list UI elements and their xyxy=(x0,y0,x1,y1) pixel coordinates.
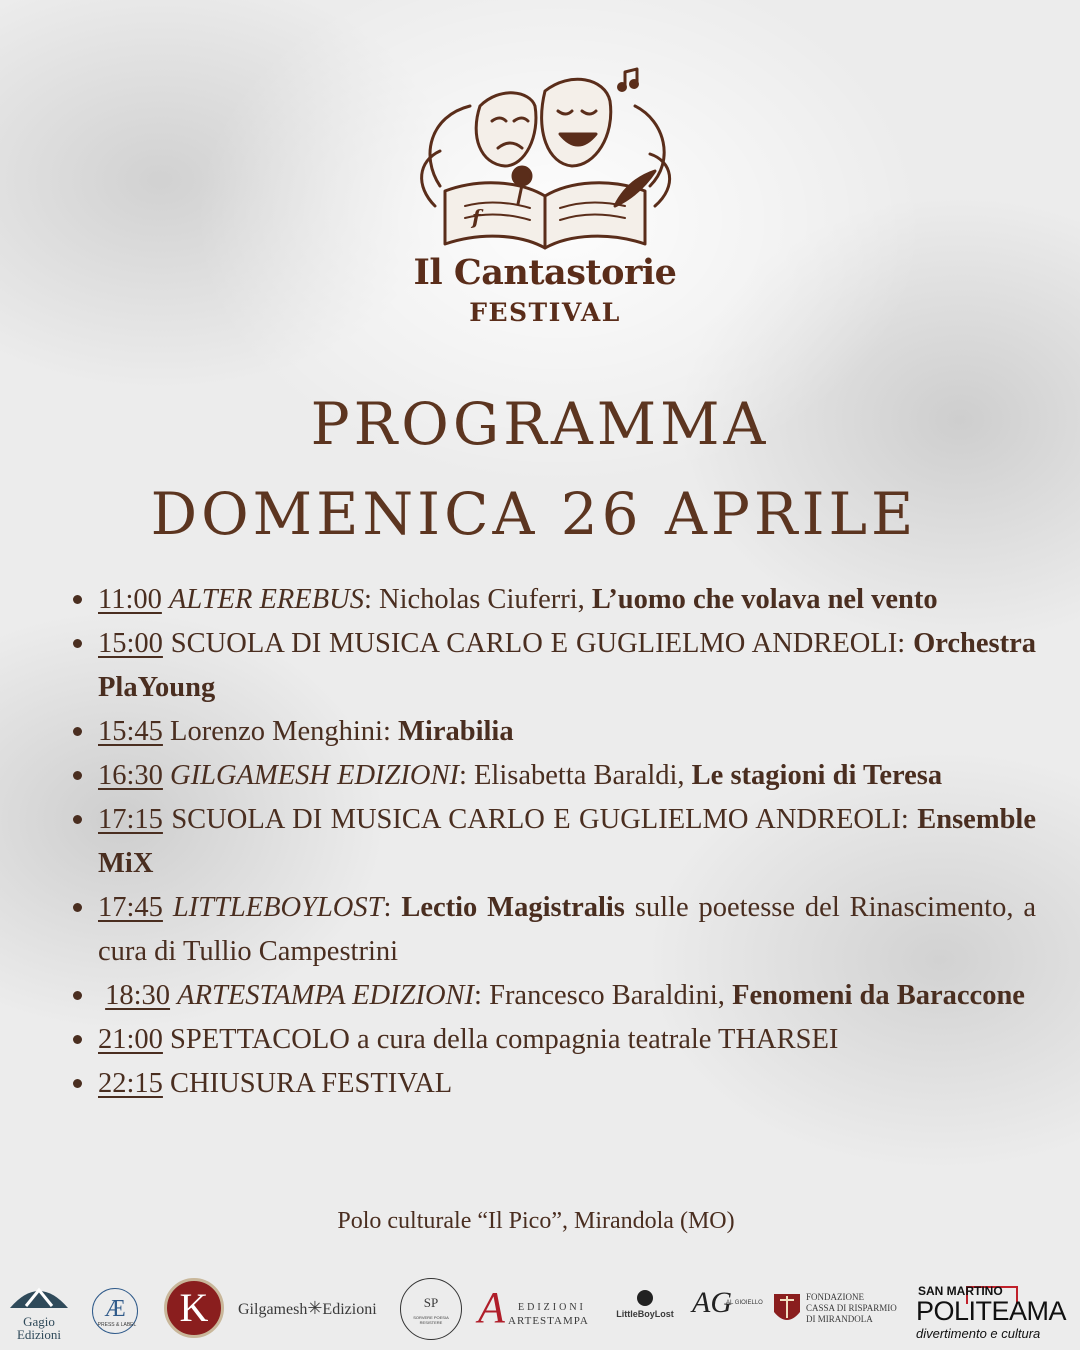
program-item xyxy=(70,798,1036,886)
fondazione-logo xyxy=(772,1288,912,1334)
event-text: : xyxy=(383,892,402,923)
politeama-name: POLITEAMA xyxy=(916,1296,1067,1326)
gilgamesh-name: Gilgamesh xyxy=(238,1301,308,1318)
event-time: 17:15 xyxy=(98,804,163,835)
event-organizer: LITTLEBOYLOST xyxy=(172,892,384,923)
event-organizer: ARTESTAMPA EDIZIONI xyxy=(177,980,475,1011)
event-time: 11:00 xyxy=(98,584,162,615)
program-item xyxy=(70,578,1036,622)
event-time: 18:30 xyxy=(105,980,171,1011)
theatre-masks-book-icon xyxy=(410,66,680,256)
crest-icon xyxy=(772,1288,802,1328)
gagio-name: Gagio xyxy=(23,1314,55,1329)
event-text: : Francesco Baraldini, xyxy=(474,980,733,1011)
event-title: Le stagioni di Teresa xyxy=(691,760,943,791)
ae-logo xyxy=(92,1288,142,1338)
politeama-top: SAN MARTINO xyxy=(918,1284,1003,1298)
artestampa-logo xyxy=(478,1283,600,1332)
artestampa-edizioni: EDIZIONI xyxy=(518,1302,586,1313)
book-letter: f xyxy=(472,205,481,229)
mountain-icon xyxy=(8,1280,70,1310)
event-time: 15:45 xyxy=(98,716,163,747)
program-item xyxy=(70,622,1036,710)
event-organizer: GILGAMESH EDIZIONI xyxy=(170,760,459,791)
logo-subtitle: FESTIVAL xyxy=(469,298,621,327)
venue-text: Polo culturale “Il Pico”, Mirandola (MO) xyxy=(337,1208,735,1234)
program-item xyxy=(70,974,1036,1018)
gilgamesh-edizioni: Edizioni xyxy=(322,1301,377,1318)
festival-logo xyxy=(400,66,690,336)
event-time: 21:00 xyxy=(98,1024,163,1055)
sp-caption: SORVERE POESIA RESISTERE xyxy=(413,1315,449,1325)
ae-mark: Æ xyxy=(92,1288,138,1334)
star-icon: ✳ xyxy=(307,1298,323,1318)
event-text: SCUOLA DI MUSICA CARLO E GUGLIELMO ANDREOLI: xyxy=(171,804,918,835)
gagio-logo xyxy=(8,1280,70,1341)
event-title: Fenomeni da Baraccone xyxy=(732,980,1025,1011)
event-title: L’uomo che volava nel vento xyxy=(591,584,938,615)
ag-mark: AG xyxy=(692,1286,732,1319)
sp-logo xyxy=(400,1278,462,1340)
politeama-tagline: divertimento e cultura xyxy=(916,1326,1041,1341)
program-item xyxy=(70,1018,1036,1062)
event-description: sulle poetesse del Rinascimento, a cura di Tullio Campestrini xyxy=(98,892,1036,967)
event-time: 15:00 xyxy=(98,628,163,659)
event-title: Orchestra PlaYoung xyxy=(98,628,1036,703)
ag-caption: AL GIOIELLO xyxy=(726,1300,763,1306)
event-text: SPETTACOLO a cura della compagnia teatrale THARSEI xyxy=(170,1024,839,1055)
politeama-logo xyxy=(912,1282,1067,1342)
gilgamesh-logo xyxy=(238,1298,388,1319)
logo-title: Il Cantastorie xyxy=(413,252,677,293)
event-time: 16:30 xyxy=(98,760,163,791)
event-text: SCUOLA DI MUSICA CARLO E GUGLIELMO ANDREOLI: xyxy=(170,628,914,659)
event-text: CHIUSURA FESTIVAL xyxy=(170,1068,453,1099)
ag-logo xyxy=(692,1286,766,1326)
sponsor-bar xyxy=(0,1270,1080,1350)
sp-mark: SP xyxy=(423,1295,439,1310)
gagio-edizioni: Edizioni xyxy=(16,1327,62,1342)
littleboylost-name: LittleBoyLost xyxy=(616,1309,674,1319)
program-item xyxy=(70,886,1036,974)
event-text: : Nicholas Ciuferri, xyxy=(363,584,592,615)
k-logo: K xyxy=(164,1278,224,1338)
program-item xyxy=(70,710,1036,754)
event-organizer: ALTER EREBUS xyxy=(169,584,364,615)
event-text: Lorenzo Menghini: xyxy=(170,716,398,747)
event-time: 17:45 xyxy=(98,892,163,923)
event-text: : Elisabetta Baraldi, xyxy=(458,760,692,791)
program-heading: PROGRAMMA xyxy=(310,390,770,458)
fondazione-line3: DI MIRANDOLA xyxy=(806,1314,873,1324)
event-title: Mirabilia xyxy=(398,716,514,747)
event-title: Lectio Magistralis xyxy=(401,892,625,923)
artestampa-name: ARTESTAMPA xyxy=(508,1315,589,1327)
date-heading: DOMENICA 26 APRILE xyxy=(150,480,918,548)
event-time: 22:15 xyxy=(98,1068,163,1099)
event-title: Ensemble MiX xyxy=(98,804,1036,879)
ae-caption: PRESS & LABEL xyxy=(97,1322,137,1328)
littleboylost-logo xyxy=(614,1290,676,1319)
artestampa-a-icon: A xyxy=(478,1283,505,1332)
program-item xyxy=(70,754,1036,798)
fondazione-line1: FONDAZIONE xyxy=(806,1292,864,1302)
program-item xyxy=(70,1062,1036,1106)
moon-icon xyxy=(637,1290,653,1306)
fondazione-line2: CASSA DI RISPARMIO xyxy=(806,1303,897,1313)
program-list xyxy=(70,578,1036,1106)
